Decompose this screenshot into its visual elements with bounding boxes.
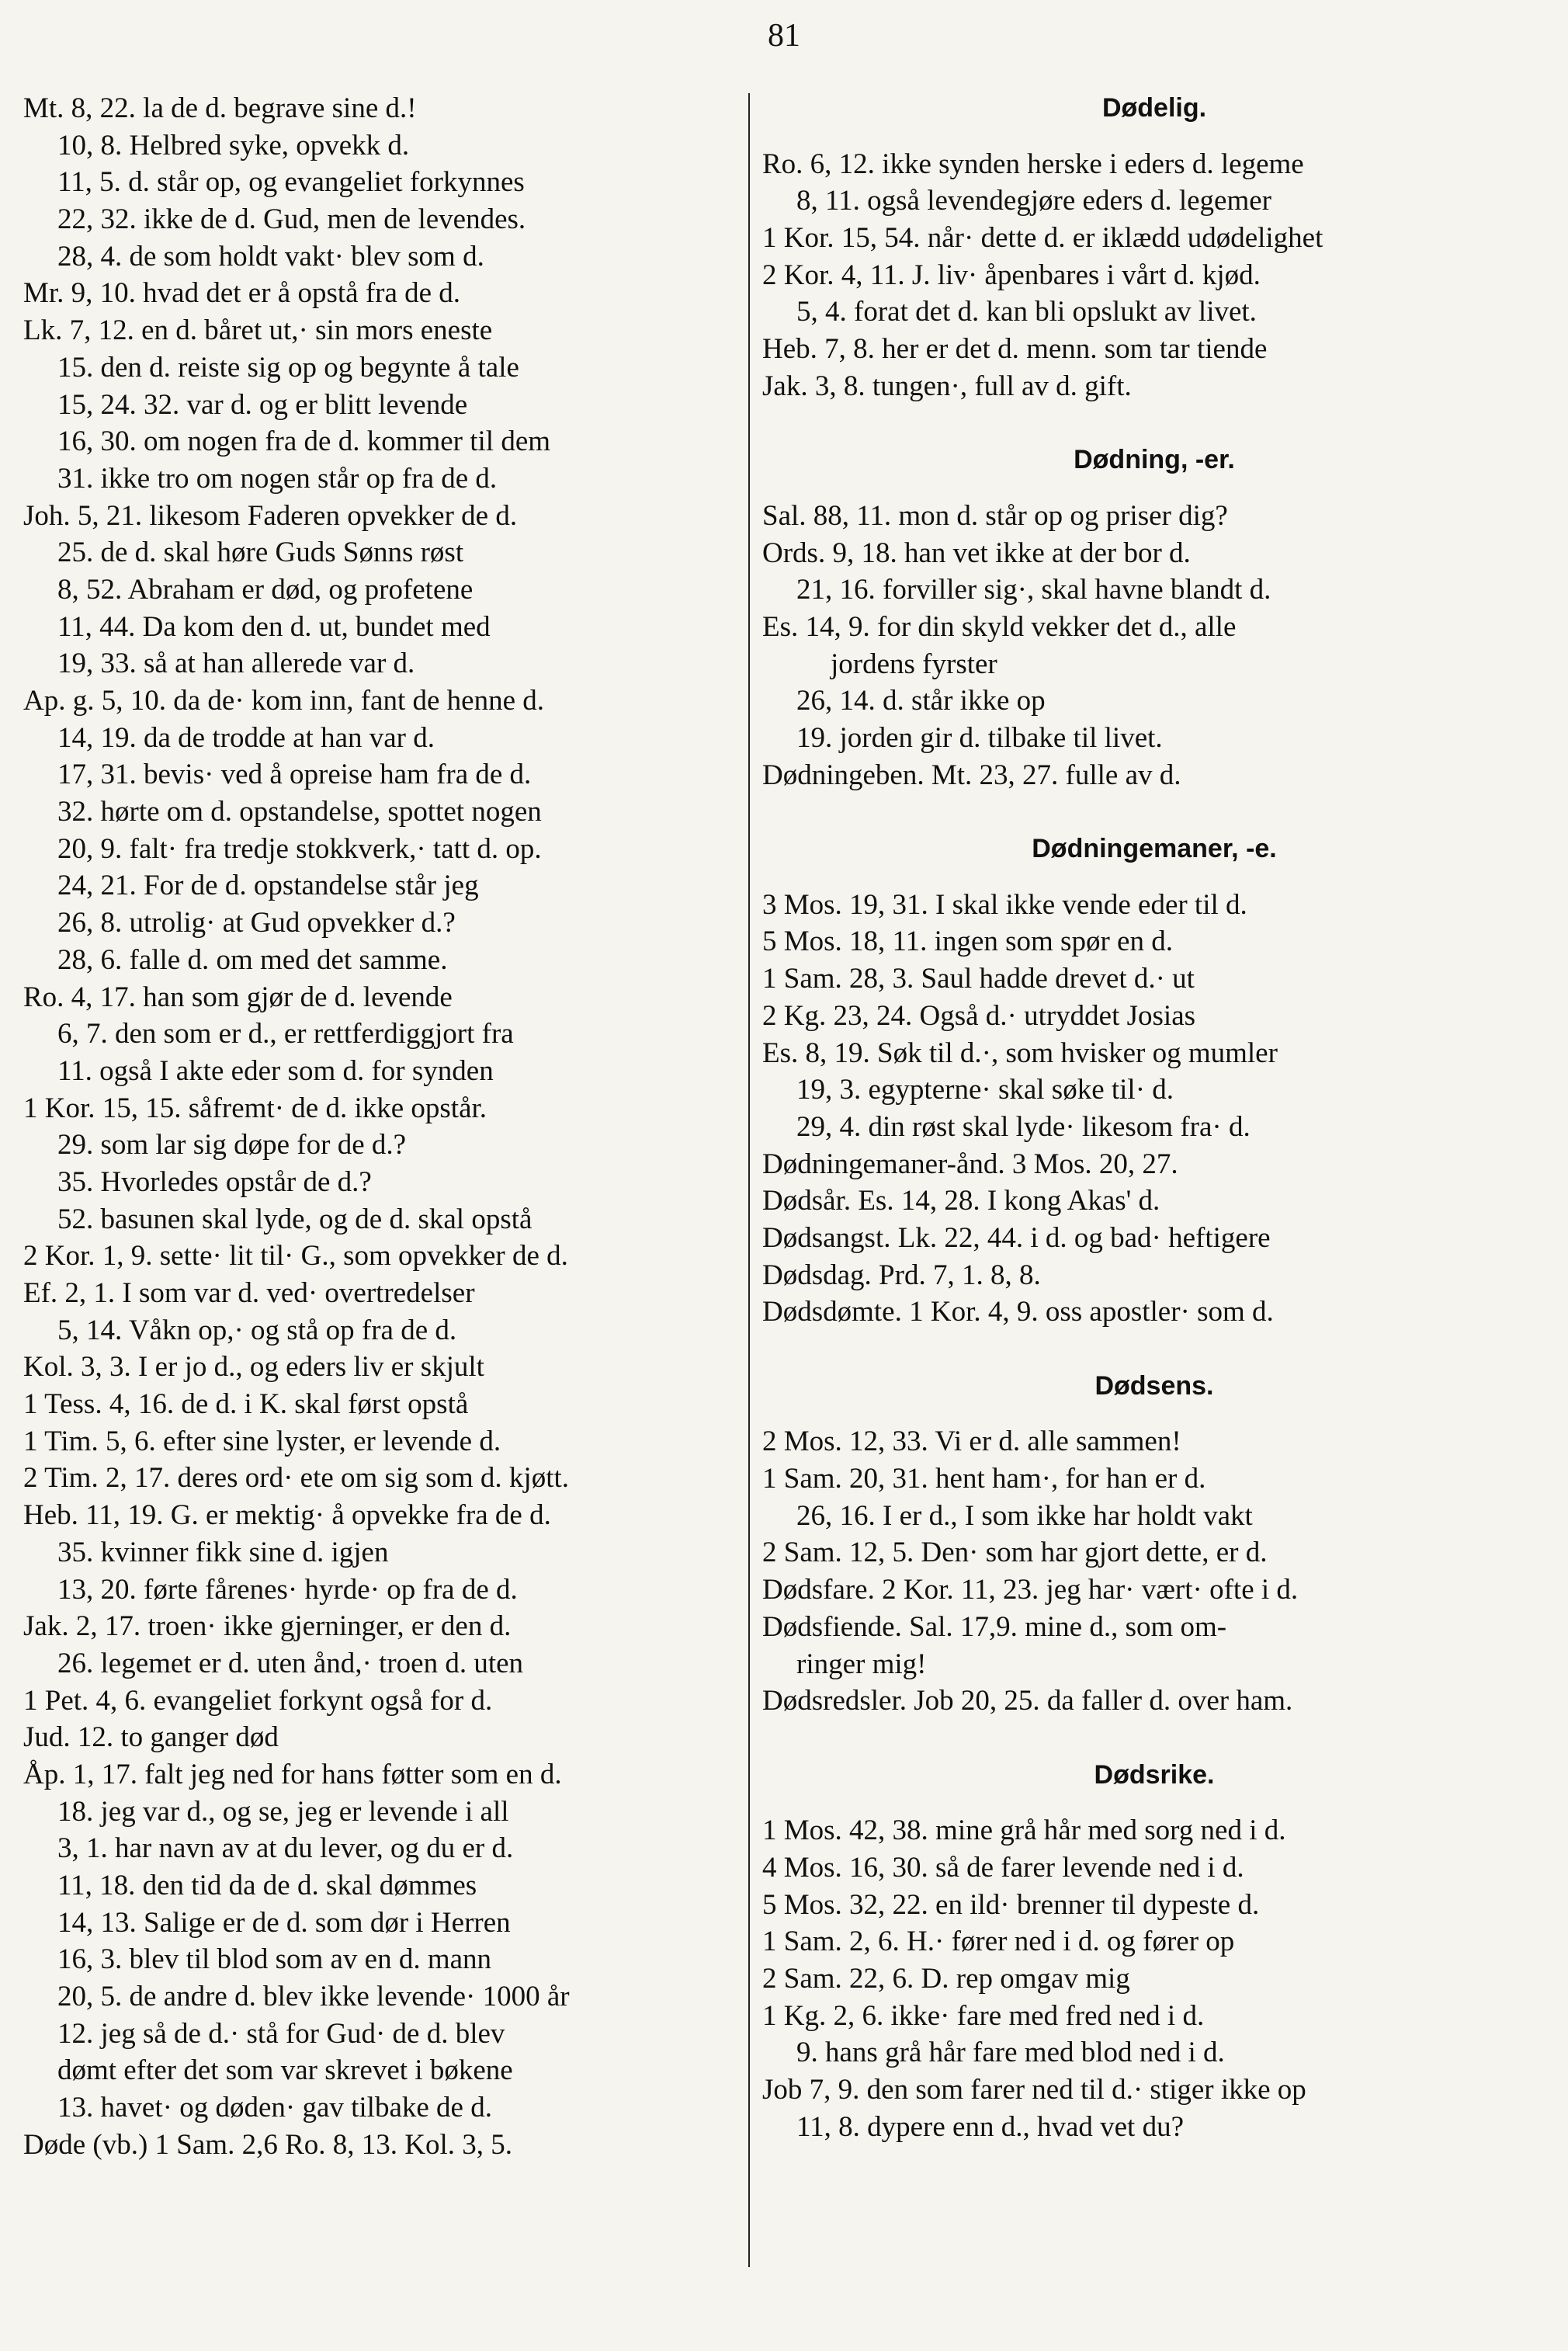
entry-line: 19. jorden gir d. tilbake til livet. [796, 722, 1163, 754]
entry-line: Es. 14, 9. for din skyld vekker det d., alle [762, 610, 1237, 643]
entry-line: 11, 8. dypere enn d., hvad vet du? [796, 2110, 1185, 2143]
entry-line: Døde (vb.) 1 Sam. 2,6 Ro. 8, 13. Kol. 3, 5. [23, 2128, 512, 2161]
entry-line: Ro. 4, 17. han som gjør de d. levende [23, 981, 453, 1013]
entry-line: 35. Hvorledes opstår de d.? [57, 1165, 372, 1198]
entry-line: 18. jeg var d., og se, jeg er levende i all [57, 1795, 509, 1828]
entry-line: 26, 16. I er d., I som ikke har holdt vakt [796, 1499, 1253, 1532]
section-spacer [762, 1331, 1546, 1368]
entry-line: Dødsdag. Prd. 7, 1. 8, 8. [762, 1259, 1041, 1291]
entry-line: 4 Mos. 16, 30. så de farer levende ned i d. [762, 1851, 1244, 1884]
entry-line: Dødsår. Es. 14, 28. I kong Akas' d. [762, 1185, 1160, 1217]
entry-line: Dødsredsler. Job 20, 25. da faller d. over ham. [762, 1685, 1293, 1717]
entry-line: 9. hans grå hår fare med blod ned i d. [796, 2037, 1225, 2069]
entry-line: 26, 14. d. står ikke op [796, 685, 1046, 717]
heading-spacer [762, 868, 1546, 887]
heading-spacer [762, 127, 1546, 146]
entry-line: Dødsfiende. Sal. 17,9. mine d., som om- [762, 1610, 1227, 1643]
entry-line: Mr. 9, 10. hvad det er å opstå fra de d. [23, 277, 461, 310]
heading-spacer [762, 479, 1546, 498]
section-heading: Dødsrike. [1094, 1759, 1215, 1790]
entry-line: 5 Mos. 18, 11. ingen som spør en d. [762, 925, 1173, 958]
entry-line: 35. kvinner fikk sine d. igjen [57, 1536, 389, 1568]
section-spacer [762, 794, 1546, 831]
entry-line: jordens fyrster [831, 648, 997, 680]
entry-line: Dødsfare. 2 Kor. 11, 23. jeg har· vært· ofte i d. [762, 1574, 1299, 1606]
entry-line: 20, 5. de andre d. blev ikke levende· 1000 år [57, 1981, 570, 2013]
entry-line: 11, 18. den tid da de d. skal dømmes [57, 1870, 477, 1901]
entry-line: Mt. 8, 22. la de d. begrave sine d.! [23, 92, 417, 124]
entry-line: 31. ikke tro om nogen står op fra de d. [57, 462, 498, 495]
entry-line: 1 Kor. 15, 54. når· dette d. er iklædd udødelighet [762, 222, 1323, 255]
entry-line: 1 Kor. 15, 15. såfremt· de d. ikke opstår. [23, 1092, 487, 1124]
entry-line: 1 Mos. 42, 38. mine grå hår med sorg ned i d. [762, 1814, 1286, 1847]
entry-line: 52. basunen skal lyde, og de d. skal opstå [57, 1203, 532, 1235]
section-spacer [762, 405, 1546, 443]
entry-line: Ords. 9, 18. han vet ikke at der bor d. [762, 537, 1191, 569]
entry-line: 12. jeg så de d.· stå for Gud· de d. blev [57, 2017, 505, 2050]
column-divider [748, 93, 750, 2267]
left-column [23, 90, 745, 2164]
entry-line: 24, 21. For de d. opstandelse står jeg [57, 870, 479, 902]
entry-line: dømt efter det som var skrevet i bøkene [57, 2054, 513, 2087]
entry-line: 19, 3. egypterne· skal søke til· d. [796, 1074, 1174, 1106]
entry-line: 3 Mos. 19, 31. I skal ikke vende eder til d. [762, 888, 1247, 921]
entry-line: 25. de d. skal høre Guds Sønns røst [57, 537, 464, 569]
entry-line: Dødsdømte. 1 Kor. 4, 9. oss apostler· som d. [762, 1296, 1274, 1328]
entry-line: Jud. 12. to ganger død [23, 1721, 279, 1754]
entry-line: 13, 20. førte fårenes· hyrde· op fra de d. [57, 1573, 518, 1606]
entry-line: 11. også I akte eder som d. for synden [57, 1054, 494, 1087]
entry-line: Ef. 2, 1. I som var d. ved· overtredelser [23, 1277, 475, 1309]
entry-line: 5, 4. forat det d. kan bli opslukt av livet. [796, 296, 1257, 328]
entry-line: 32. hørte om d. opstandelse, spottet nogen [57, 796, 542, 828]
entry-line: 10, 8. Helbred syke, opvekk d. [57, 129, 410, 161]
entry-line: Ro. 6, 12. ikke synden herske i eders d. legeme [762, 148, 1304, 180]
entry-line: 15. den d. reiste sig op og begynte å tale [57, 351, 519, 384]
entry-line: 2 Tim. 2, 17. deres ord· ete om sig som d. kjøtt. [23, 1462, 569, 1495]
entry-line: 11, 5. d. står op, og evangeliet forkynnes [57, 166, 525, 199]
entry-line: 13. havet· og døden· gav tilbake de d. [57, 2092, 492, 2124]
entry-line: 17, 31. bevis· ved å opreise ham fra de d. [57, 759, 532, 791]
entry-line: 1 Kg. 2, 6. ikke· fare med fred ned i d. [762, 1999, 1205, 2032]
entry-line: ringer mig! [796, 1648, 927, 1680]
entry-line: 14, 13. Salige er de d. som dør i Herren [57, 1906, 511, 1939]
entry-line: Jak. 3, 8. tungen·, full av d. gift. [762, 370, 1132, 402]
section-heading: Dødelig. [1101, 93, 1207, 123]
entry-line: 16, 3. blev til blod som av en d. mann [57, 1943, 492, 1976]
entry-line: 20, 9. falt· fra tredje stokkverk,· tatt d. op. [57, 832, 542, 865]
entry-line: 3, 1. har navn av at du lever, og du er d. [57, 1832, 514, 1865]
right-column [762, 90, 1546, 2145]
entry-line: Es. 8, 19. Søk til d.·, som hvisker og mumler [762, 1037, 1278, 1069]
entry-line: Lk. 7, 12. en d. båret ut,· sin mors eneste [23, 314, 493, 347]
entry-line: 2 Mos. 12, 33. Vi er d. alle sammen! [762, 1426, 1181, 1458]
page-number: 81 [768, 18, 800, 54]
entry-line: 5, 14. Våkn op,· og stå op fra de d. [57, 1314, 457, 1346]
entry-line: 1 Sam. 20, 31. hent ham·, for han er d. [762, 1463, 1206, 1495]
section-spacer [762, 1720, 1546, 1757]
entry-line: 22, 32. ikke de d. Gud, men de levendes. [57, 203, 526, 236]
entry-line: Dødningemaner-ånd. 3 Mos. 20, 27. [762, 1148, 1178, 1180]
section-heading: Dødningemaner, -e. [1032, 834, 1277, 864]
entry-line: 16, 30. om nogen fra de d. kommer til dem [57, 425, 551, 458]
entry-line: 5 Mos. 32, 22. en ild· brenner til dypeste d. [762, 1888, 1260, 1921]
entry-line: 2 Kor. 4, 11. J. liv· åpenbares i vårt d. kjød. [762, 259, 1261, 291]
entry-line: Job 7, 9. den som farer ned til d.· stiger ikke op [762, 2074, 1306, 2106]
entry-line: 1 Tim. 5, 6. efter sine lyster, er levende d. [23, 1425, 501, 1457]
entry-line: 21, 16. forviller sig·, skal havne blandt d. [796, 574, 1271, 606]
entry-line: 8, 11. også levendegjøre eders d. legemer [796, 185, 1271, 217]
entry-line: 19, 33. så at han allerede var d. [57, 648, 415, 680]
entry-line: 1 Sam. 2, 6. H.· fører ned i d. og fører op [762, 1926, 1235, 1958]
entry-line: 2 Sam. 12, 5. Den· som har gjort dette, er d. [762, 1537, 1268, 1569]
entry-line: Kol. 3, 3. I er jo d., og eders liv er skjult [23, 1351, 484, 1384]
entry-line: Dødsangst. Lk. 22, 44. i d. og bad· heftigere [762, 1221, 1271, 1254]
entry-line: 26, 8. utrolig· at Gud opvekker d.? [57, 907, 456, 939]
section-heading: Dødsens. [1094, 1370, 1214, 1401]
entry-line: 1 Sam. 28, 3. Saul hadde drevet d.· ut [762, 963, 1195, 995]
entry-line: Sal. 88, 11. mon d. står op og priser dig? [762, 499, 1228, 532]
entry-line: 2 Kg. 23, 24. Også d.· utryddet Josias [762, 999, 1196, 1032]
entry-line: 8, 52. Abraham er død, og profetene [57, 573, 474, 606]
entry-line: 2 Kor. 1, 9. sette· lit til· G., som opvekker de d. [23, 1240, 568, 1273]
entry-line: 29, 4. din røst skal lyde· likesom fra· d. [796, 1110, 1251, 1143]
entry-line: 28, 6. falle d. om med det samme. [57, 943, 448, 976]
entry-line: 28, 4. de som holdt vakt· blev som d. [57, 240, 484, 273]
entry-line: 14, 19. da de trodde at han var d. [57, 721, 435, 754]
entry-line: 26. legemet er d. uten ånd,· troen d. uten [57, 1647, 524, 1679]
entry-line: Ap. g. 5, 10. da de· kom inn, fant de henne d. [23, 685, 544, 717]
entry-line: 15, 24. 32. var d. og er blitt levende [57, 388, 468, 421]
entry-line: Joh. 5, 21. likesom Faderen opvekker de d. [23, 499, 518, 532]
entry-line: Heb. 11, 19. G. er mektig· å opvekke fra de d. [23, 1499, 551, 1532]
heading-spacer [762, 1405, 1546, 1423]
entry-line: 2 Sam. 22, 6. D. rep omgav mig [762, 1963, 1130, 1995]
heading-spacer [762, 1794, 1546, 1812]
entry-line: Jak. 2, 17. troen· ikke gjerninger, er den d. [23, 1610, 512, 1643]
entry-line: 1 Tess. 4, 16. de d. i K. skal først opstå [23, 1388, 469, 1421]
entry-line: Dødningeben. Mt. 23, 27. fulle av d. [762, 759, 1181, 791]
entry-line: Heb. 7, 8. her er det d. menn. som tar tiende [762, 333, 1268, 366]
entry-line: 29. som lar sig døpe for de d.? [57, 1129, 407, 1162]
entry-line: Åp. 1, 17. falt jeg ned for hans føtter som en d. [23, 1758, 562, 1790]
entry-line: 1 Pet. 4, 6. evangeliet forkynt også for d. [23, 1684, 493, 1717]
section-heading: Dødning, -er. [1074, 445, 1235, 475]
entry-line: 6, 7. den som er d., er rettferdiggjort fra [57, 1018, 514, 1050]
entry-line: 11, 44. Da kom den d. ut, bundet med [57, 610, 491, 643]
